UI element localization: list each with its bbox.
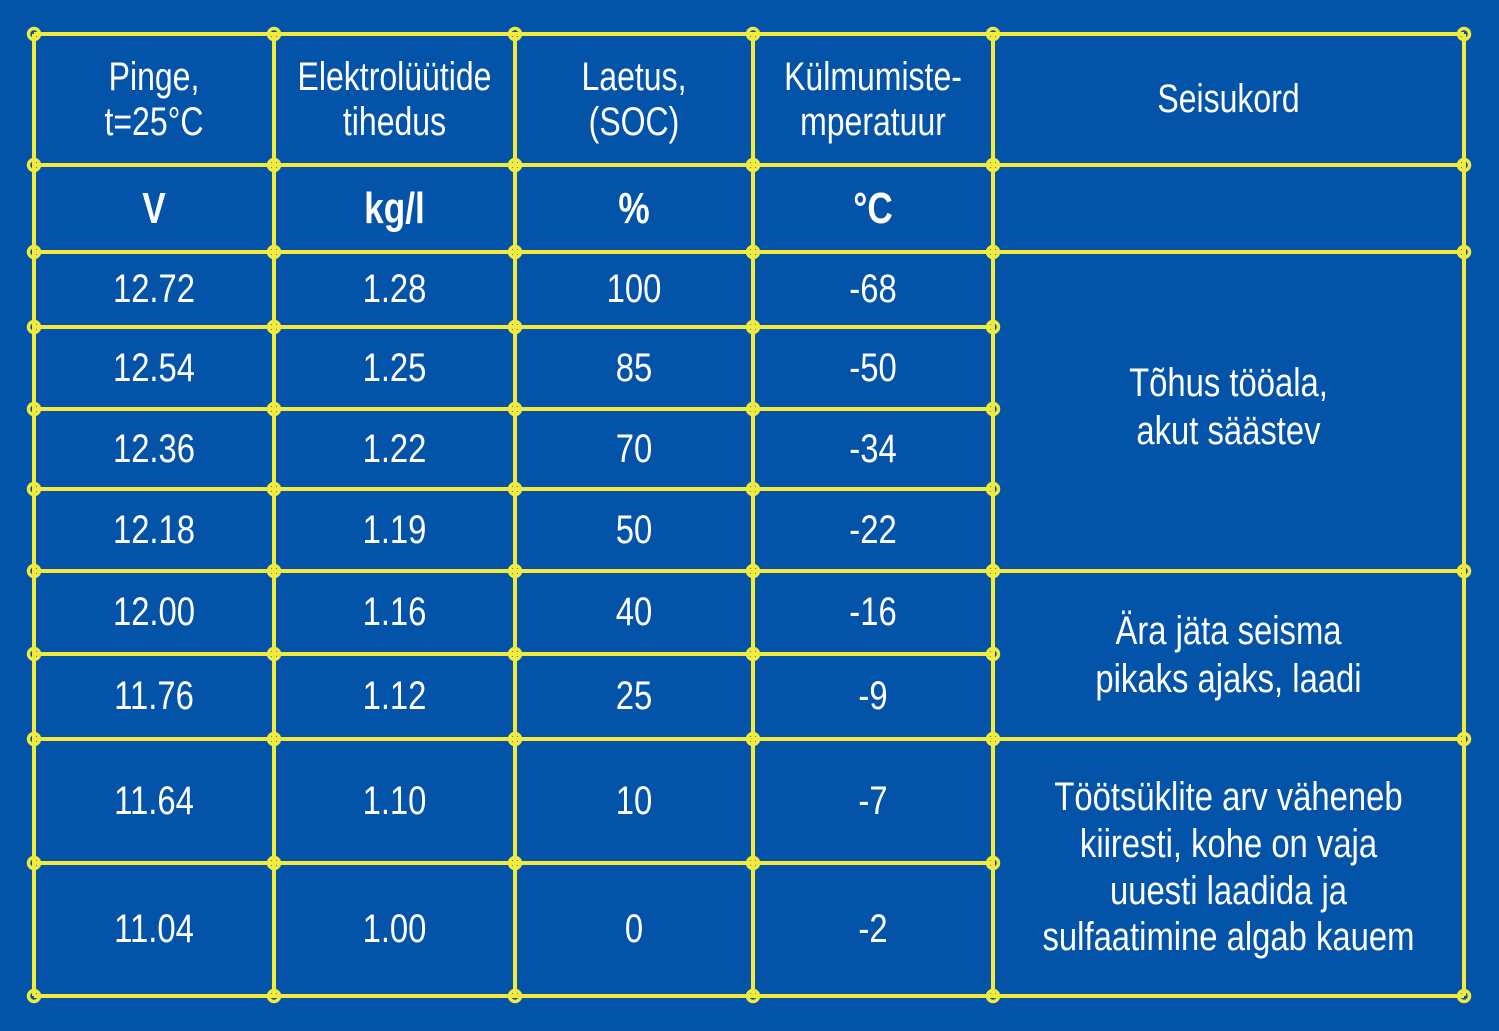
voltage-cell: 11.76 [114,674,194,719]
density-cell: 1.28 [362,267,427,312]
freeze-temp-cell: -50 [849,345,897,390]
soc-cell: 40 [615,590,653,635]
header-status: Seisukord [1157,77,1300,122]
status-charge-immediately: Töötsüklite arv väheneb kiiresti, kohe on vaja uuesti laadida ja sulfaatimine algab kauem [1042,774,1415,960]
unit-density: kg/l [364,183,425,233]
freeze-temp-cell: -22 [849,507,897,552]
freeze-temp-cell: -16 [849,590,897,635]
soc-cell: 0 [624,907,644,952]
soc-cell: 50 [615,507,653,552]
header-density: Elektrolüütide tihedus [297,54,492,144]
voltage-cell: 11.64 [114,778,194,823]
header-freeze-temp: Külmumiste- mperatuur [784,54,962,144]
soc-cell: 100 [606,267,662,312]
unit-freeze-temp: °C [853,183,893,233]
density-cell: 1.16 [362,590,427,635]
header-soc: Laetus, (SOC) [581,54,687,144]
status-efficient-range: Tõhus tööala, akut säästev [1129,360,1328,453]
soc-cell: 70 [615,426,653,471]
freeze-temp-cell: -9 [858,674,888,719]
unit-soc: % [618,183,650,233]
header-voltage: Pinge, t=25°C [104,54,204,144]
voltage-cell: 12.36 [112,426,196,471]
freeze-temp-cell: -2 [858,907,888,952]
voltage-cell: 12.72 [112,267,196,312]
density-cell: 1.10 [362,778,427,823]
voltage-cell: 12.18 [112,507,196,552]
freeze-temp-cell: -34 [849,426,897,471]
density-cell: 1.00 [362,907,427,952]
voltage-cell: 12.00 [112,590,196,635]
soc-cell: 85 [615,345,653,390]
density-cell: 1.19 [362,507,427,552]
status-do-not-leave: Ära jäta seisma pikaks ajaks, laadi [1095,609,1362,701]
density-cell: 1.25 [362,345,427,390]
soc-cell: 10 [615,778,653,823]
density-cell: 1.12 [362,674,427,719]
freeze-temp-cell: -7 [858,778,888,823]
voltage-cell: 11.04 [114,907,194,952]
unit-voltage: V [142,183,166,233]
soc-cell: 25 [615,674,653,719]
freeze-temp-cell: -68 [849,267,897,312]
density-cell: 1.22 [362,426,427,471]
voltage-cell: 12.54 [112,345,196,390]
